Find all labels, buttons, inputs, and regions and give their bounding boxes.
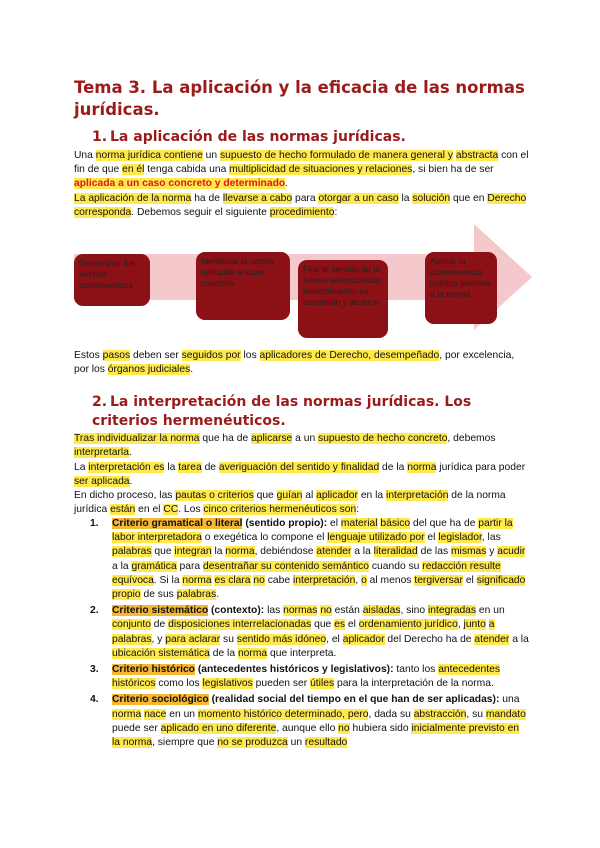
text-span: cuando su xyxy=(369,560,423,572)
highlight: pautas o criterios xyxy=(175,490,254,501)
highlight: interpretación xyxy=(292,574,356,586)
highlight: integradas xyxy=(427,605,477,617)
highlight: útiles xyxy=(310,678,335,690)
highlight-red: aplicada a un caso concreto y determinado xyxy=(74,178,286,190)
text-span: en el xyxy=(135,504,164,516)
text-span: y xyxy=(486,546,498,558)
criterion-name: Criterio sistemático xyxy=(112,605,209,617)
highlight: momento histórico determinado, pero xyxy=(197,708,369,720)
text-span: de xyxy=(150,619,169,631)
text-span: . Si la xyxy=(153,574,183,586)
highlight: integran xyxy=(174,546,212,558)
text-span: el xyxy=(424,532,439,544)
diagram-step-2-text: Identificar la norma aplicable al caso concreto xyxy=(201,256,275,288)
highlight: o xyxy=(361,574,367,586)
criterion-number: 2. xyxy=(90,605,99,617)
section-2-heading xyxy=(92,393,522,431)
text-span: . xyxy=(128,447,132,459)
text-span: a la xyxy=(112,560,132,572)
text-span: las xyxy=(264,605,284,617)
criterion-name: Criterio sociológico xyxy=(112,694,209,706)
diagram-step-1-text: Determinar los hechos controvertidos xyxy=(79,258,135,290)
highlight: pasos xyxy=(102,350,131,361)
text-span: para la interpretación de la norma. xyxy=(334,678,494,690)
highlight: legislativos xyxy=(202,678,253,690)
diagram-step-4-text: Aplicar la consecuencia jurídica prevista a la norma xyxy=(430,256,491,299)
text-span: que xyxy=(253,490,277,501)
section-1-paragraph-3 xyxy=(74,349,529,377)
highlight: norma xyxy=(225,546,255,558)
highlight: palabras xyxy=(112,546,152,558)
highlight: La aplicación de la norma xyxy=(74,193,192,204)
highlight: sentido más idóneo xyxy=(236,633,327,645)
text-span: , siempre que xyxy=(152,737,218,749)
section-1-number: 1. xyxy=(92,129,108,145)
criterion-subtitle: (antecedentes históricos y legislativos): xyxy=(194,664,394,676)
text-span: de sus xyxy=(140,589,177,601)
diagram-step-1 xyxy=(74,254,150,306)
text-span: , xyxy=(355,574,362,586)
criterion-number: 1. xyxy=(90,518,99,529)
highlight: aplicador xyxy=(342,633,385,645)
text-span: el xyxy=(327,518,341,529)
text-span: en la xyxy=(357,490,387,501)
highlight: interpretación es xyxy=(88,462,165,473)
text-span: . xyxy=(190,364,194,376)
text-span: que xyxy=(311,619,335,631)
highlight: junto xyxy=(463,619,486,631)
highlight: ubicación sistemática xyxy=(112,647,210,659)
highlight: abstracta xyxy=(455,150,499,161)
highlight: aisladas xyxy=(362,605,401,617)
highlight: no xyxy=(253,574,265,586)
highlight: es clara xyxy=(214,574,251,586)
text-span: La xyxy=(74,462,89,473)
text-span: tenga cabida una xyxy=(144,164,230,176)
text-span: , su xyxy=(466,708,486,720)
highlight: otorgar a un caso xyxy=(318,193,399,204)
highlight: procedimiento xyxy=(269,207,335,219)
highlight: aplicadores de Derecho, desempeñado xyxy=(259,350,440,361)
text-span: pueden ser xyxy=(252,678,311,690)
text-span: en un xyxy=(166,708,198,720)
text-span: para xyxy=(176,560,204,572)
text-span: que interpreta. xyxy=(267,647,337,659)
criterion-number: 4. xyxy=(90,694,99,706)
text-span: de la norma jurídica xyxy=(74,490,506,516)
highlight: órganos judiciales xyxy=(107,364,191,376)
highlight: norma xyxy=(237,647,268,659)
text-span: , sino xyxy=(400,605,428,617)
highlight: interpretarla xyxy=(74,447,129,459)
text-span: jurídica para poder xyxy=(436,462,526,473)
section-2-paragraph-1 xyxy=(74,432,529,460)
highlight: norma jurídica contiene xyxy=(95,150,203,161)
highlight: literalidad xyxy=(373,546,418,558)
highlight: aplicado en uno diferente xyxy=(160,722,277,734)
highlight: guían xyxy=(276,490,303,501)
text-span: Estos xyxy=(74,350,103,361)
procedure-diagram xyxy=(74,222,534,342)
text-span: de xyxy=(201,462,219,473)
highlight: no xyxy=(320,605,332,617)
text-span: su xyxy=(220,633,237,645)
highlight: norma xyxy=(407,462,437,473)
text-span: Una xyxy=(74,150,96,161)
highlight: disposiciones interrelacionadas xyxy=(168,619,312,631)
highlight: a palabras xyxy=(112,619,495,645)
highlight: ser aplicada xyxy=(74,476,130,488)
text-span: al menos xyxy=(366,574,415,586)
highlight: atender xyxy=(474,633,510,645)
text-span: deben ser xyxy=(130,350,182,361)
highlight: partir la labor interpretadora xyxy=(112,518,513,544)
criterion-name: Criterio gramatical o literal xyxy=(112,518,243,529)
text-span: de las xyxy=(417,546,451,558)
text-span: , xyxy=(457,619,464,631)
text-span: , las xyxy=(481,532,501,544)
text-span: , y xyxy=(151,633,166,645)
section-1-paragraph-1 xyxy=(74,149,529,192)
text-span: la xyxy=(164,462,179,473)
diagram-step-4 xyxy=(425,252,497,324)
highlight: averiguación del sentido y finalidad xyxy=(218,462,380,473)
criterion-item xyxy=(74,604,529,661)
criterion-number: 3. xyxy=(90,664,99,676)
text-span: . xyxy=(216,589,220,601)
criterion-subtitle: (realidad social del tiempo en el que han de ser aplicadas): xyxy=(208,694,500,706)
diagram-step-2 xyxy=(196,252,290,320)
highlight: ordenamiento jurídico xyxy=(358,619,458,631)
text-span: para xyxy=(292,193,319,204)
highlight: Tras individualizar la norma xyxy=(74,433,200,444)
text-span: . Debemos seguir el siguiente xyxy=(131,207,270,219)
highlight: CC xyxy=(163,504,179,516)
highlight: conjunto xyxy=(112,619,151,631)
diagram-step-3-text: Fijar el sentido de la norma seleccionada: determinación su contenido y alcance xyxy=(303,264,383,307)
text-span: puede ser xyxy=(112,722,161,734)
highlight: acudir xyxy=(497,546,526,558)
text-span: como los xyxy=(155,678,203,690)
text-span: la xyxy=(398,193,413,204)
text-span: , el xyxy=(326,633,343,645)
highlight: supuesto de hecho formulado de manera general y xyxy=(220,150,453,161)
section-2-number: 2. xyxy=(92,394,108,410)
highlight: seguidos por xyxy=(181,350,241,361)
text-span: de la xyxy=(209,647,238,659)
criterion-subtitle: (sentido propio): xyxy=(242,518,328,529)
criterion-subtitle: (contexto): xyxy=(208,605,265,617)
text-span: la xyxy=(211,546,226,558)
text-span: , aunque ello xyxy=(276,722,339,734)
highlight: atender xyxy=(316,546,352,558)
highlight: para aclarar xyxy=(165,633,221,645)
text-span: están xyxy=(331,605,363,617)
text-span: una xyxy=(499,694,520,706)
highlight: nace xyxy=(144,708,167,720)
highlight: inicialmente previsto en la norma xyxy=(112,722,520,749)
highlight: redacción resulte equívoca xyxy=(112,560,501,586)
highlight: tergiversar xyxy=(414,574,463,586)
highlight: palabras xyxy=(176,589,217,601)
criterion-name: Criterio histórico xyxy=(112,664,195,676)
text-span: del que ha de xyxy=(410,518,479,529)
text-span: los xyxy=(240,350,260,361)
page-title: Tema 3. La aplicación y la eficacia de las normas jurídicas. xyxy=(74,78,525,119)
section-2-paragraph-3 xyxy=(74,489,529,517)
text-span: al xyxy=(302,490,317,501)
text-span: . xyxy=(285,178,289,190)
highlight: están xyxy=(110,504,136,516)
criterion-item xyxy=(74,517,529,602)
highlight: cinco criterios hermenéuticos son xyxy=(203,504,357,516)
highlight: antecedentes históricos xyxy=(112,664,501,690)
text-span: con el fin de que xyxy=(74,150,529,176)
highlight: norma xyxy=(182,574,212,586)
text-span: . Los xyxy=(178,504,204,516)
highlight: lenguaje utilizado por xyxy=(327,532,425,544)
highlight: legislador xyxy=(438,532,482,544)
highlight: normas xyxy=(283,605,318,617)
text-span: de la xyxy=(379,462,408,473)
section-1-heading xyxy=(92,128,532,147)
highlight: básico xyxy=(380,518,411,529)
text-span: . xyxy=(129,476,133,488)
text-span: que en xyxy=(450,193,488,204)
text-span: : xyxy=(334,207,338,219)
highlight: desentrañar su contenido semántico xyxy=(203,560,370,572)
text-span: del Derecho ha de xyxy=(384,633,475,645)
text-span: , si bien ha de ser xyxy=(412,164,494,176)
text-span: que ha de xyxy=(199,433,252,444)
text-span: a la xyxy=(509,633,529,645)
highlight: mismas xyxy=(450,546,487,558)
highlight: Derecho corresponda xyxy=(74,193,527,219)
highlight: material xyxy=(340,518,378,529)
text-span: , debemos xyxy=(447,433,496,444)
highlight: supuesto de hecho concreto xyxy=(318,433,448,444)
highlight: norma xyxy=(112,708,142,720)
text-span: cabe xyxy=(264,574,293,586)
text-span: el xyxy=(345,619,359,631)
highlight: abstracción xyxy=(413,708,467,720)
highlight: no xyxy=(338,722,350,734)
highlight: tarea xyxy=(178,462,202,473)
text-span: que xyxy=(151,546,175,558)
highlight: aplicarse xyxy=(251,433,293,444)
text-span: ha de xyxy=(191,193,223,204)
text-span: tanto los xyxy=(393,664,439,676)
highlight: aplicador xyxy=(316,490,358,501)
criteria-list xyxy=(74,517,529,752)
text-span: un xyxy=(287,737,305,749)
text-span: a la xyxy=(351,546,374,558)
highlight: es xyxy=(334,619,346,631)
text-span: : xyxy=(356,504,360,516)
text-span: o exegética lo compone el xyxy=(201,532,328,544)
highlight: en él xyxy=(122,164,145,176)
highlight: resultado xyxy=(304,737,348,749)
highlight: interpretación xyxy=(386,490,449,501)
section-1-heading-text: La aplicación de las normas jurídicas. xyxy=(110,129,406,145)
highlight: multiplicidad de situaciones y relaciones xyxy=(229,164,413,176)
text-span: , debiéndose xyxy=(254,546,317,558)
text-span: un xyxy=(202,150,220,161)
text-span: en un xyxy=(476,605,505,617)
highlight: significado propio xyxy=(112,574,526,601)
section-2-heading-text: La interpretación de las normas jurídicas. Los criterios hermenéuticos. xyxy=(92,394,472,429)
text-span: hubiera sido xyxy=(349,722,412,734)
highlight: mandato xyxy=(485,708,526,720)
text-span: En dicho proceso, las xyxy=(74,490,176,501)
text-span: , por excelencia, por los xyxy=(74,350,515,376)
diagram-step-3 xyxy=(298,260,388,338)
criterion-item xyxy=(74,663,529,691)
text-span: , dada su xyxy=(368,708,414,720)
section-1-paragraph-2 xyxy=(74,192,529,220)
criterion-item xyxy=(74,693,529,750)
highlight: no se produzca xyxy=(217,737,288,749)
highlight: llevarse a cabo xyxy=(222,193,293,204)
section-2-paragraph-2 xyxy=(74,461,529,489)
highlight: solución xyxy=(412,193,451,204)
text-span: el xyxy=(462,574,477,586)
highlight: gramática xyxy=(131,560,177,572)
text-span: a un xyxy=(292,433,319,444)
